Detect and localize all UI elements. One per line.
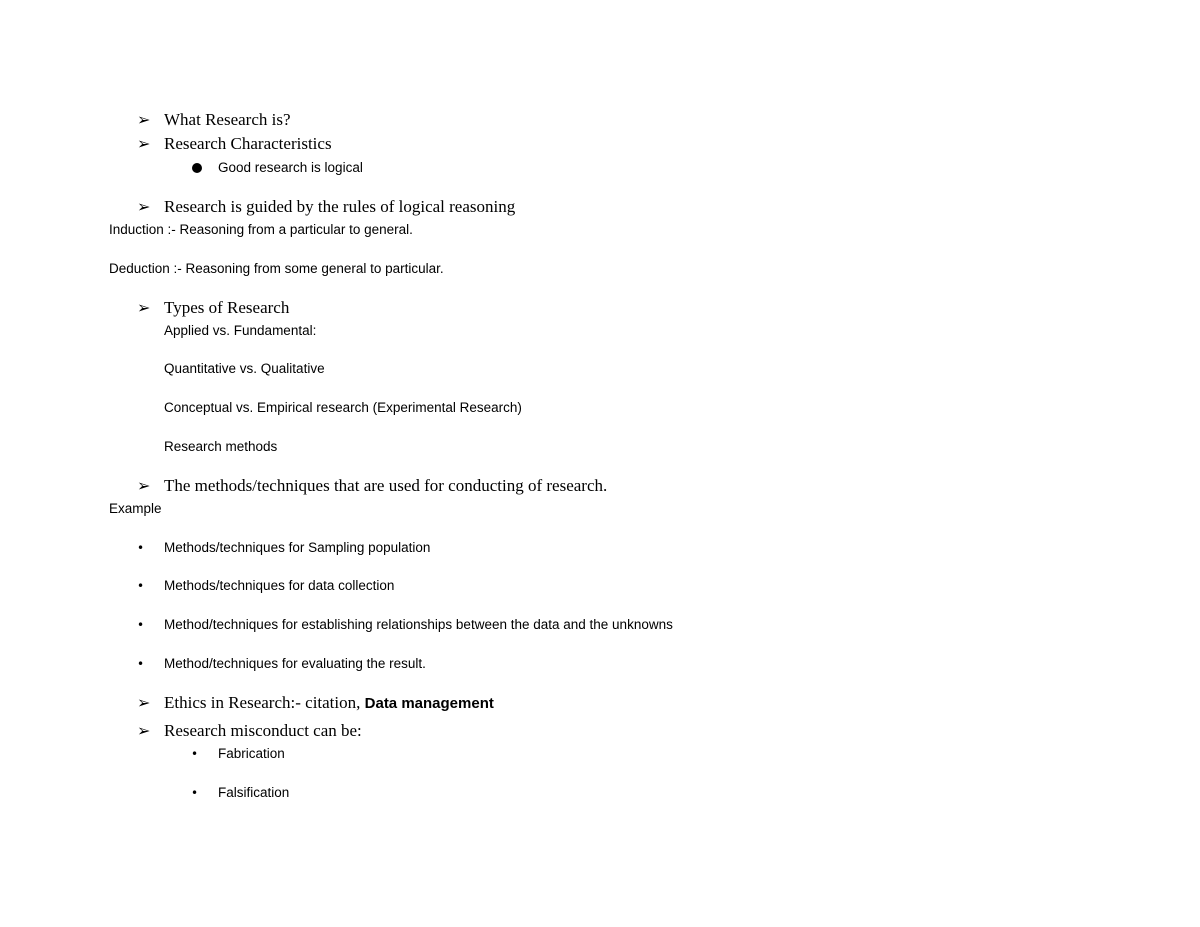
example-item: Methods/techniques for Sampling population bbox=[164, 540, 431, 555]
types-item: Quantitative vs. Qualitative bbox=[164, 361, 325, 376]
misconduct-item: Falsification bbox=[218, 785, 290, 800]
deduction-text: Deduction :- Reasoning from some general to particular. bbox=[109, 261, 444, 276]
arrow-bullet-icon: ➢ bbox=[137, 298, 151, 317]
types-item: Conceptual vs. Empirical research (Experimental Research) bbox=[164, 400, 522, 415]
heading-what-research: What Research is? bbox=[164, 110, 291, 129]
good-research-text: Good research is logical bbox=[218, 160, 363, 175]
heading-misconduct: Research misconduct can be: bbox=[164, 721, 362, 740]
bullet-icon: • bbox=[191, 747, 199, 761]
arrow-bullet-icon: ➢ bbox=[137, 197, 151, 216]
arrow-bullet-icon: ➢ bbox=[137, 693, 151, 712]
arrow-bullet-icon: ➢ bbox=[137, 134, 151, 153]
example-item: Method/techniques for establishing relationships between the data and the unknowns bbox=[164, 617, 673, 632]
ethics-text: Ethics in Research:- citation, bbox=[164, 693, 365, 712]
bullet-icon: • bbox=[137, 618, 145, 632]
filled-circle-bullet-icon bbox=[192, 163, 202, 173]
bullet-icon: • bbox=[191, 786, 199, 800]
bullet-icon: • bbox=[137, 657, 145, 671]
misconduct-item: Fabrication bbox=[218, 746, 285, 761]
arrow-bullet-icon: ➢ bbox=[137, 476, 151, 495]
induction-text: Induction :- Reasoning from a particular to general. bbox=[109, 222, 413, 237]
types-item: Research methods bbox=[164, 439, 278, 454]
arrow-bullet-icon: ➢ bbox=[137, 110, 151, 129]
example-label: Example bbox=[109, 501, 162, 516]
bullet-icon: • bbox=[137, 541, 145, 555]
bullet-icon: • bbox=[137, 579, 145, 593]
heading-characteristics: Research Characteristics bbox=[164, 134, 332, 153]
heading-types: Types of Research bbox=[164, 298, 290, 317]
ethics-bold-text: Data management bbox=[364, 695, 494, 712]
arrow-bullet-icon: ➢ bbox=[137, 721, 151, 740]
heading-guided: Research is guided by the rules of logical reasoning bbox=[164, 197, 516, 216]
example-item: Methods/techniques for data collection bbox=[164, 578, 395, 593]
types-item: Applied vs. Fundamental: bbox=[164, 323, 317, 338]
heading-methods: The methods/techniques that are used for conducting of research. bbox=[164, 476, 608, 495]
heading-ethics bbox=[164, 693, 494, 713]
example-item: Method/techniques for evaluating the result. bbox=[164, 656, 426, 671]
